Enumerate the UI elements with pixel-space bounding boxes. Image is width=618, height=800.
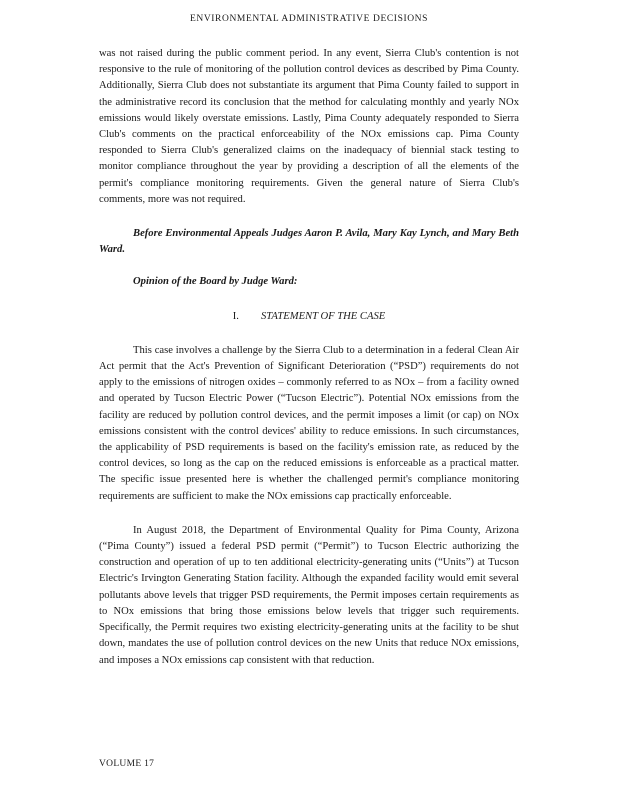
footer-volume: VOLUME 17	[99, 759, 155, 769]
paragraph-permit-background: In August 2018, the Department of Environmental Quality for Pima County, Arizona (“Pima County”) issued a federal PSD permit (“Permit”) to Tucson Electric authorizing the construction and operation of up to ten additional electricity-generating units (“Units”) at Tucson Electric's Irvington Generating Station facility. Although the expanded facility would emit several pollutants above levels that trigger PSD requirements, the Permit imposes certain requirements as to NOx emissions that bring those emissions below levels that trigger such requirements. Specifically, the Permit requires two existing electricity-generating units at the facility to be shut down, mandates the use of pollution control devices on the new Units that reduce NOx emissions, and imposes a NOx emissions cap consistent with that reduction.	[99, 524, 519, 666]
page-body	[99, 46, 519, 669]
section-heading	[99, 309, 519, 325]
section-title: STATEMENT OF THE CASE	[260, 310, 386, 322]
section-number: I.	[232, 310, 239, 322]
running-head: ENVIRONMENTAL ADMINISTRATIVE DECISIONS	[189, 14, 429, 24]
paragraph-case-summary: This case involves a challenge by the Sierra Club to a determination in a federal Clean Air Act permit that the Act's Prevention of Significant Deterioration (“PSD”) requirements do not apply to the emissions of nitrogen oxides – commonly referred to as NOx – from a facility owned and operated by Tucson Electric Power (“Tucson Electric”). Potential NOx emissions from the facility are reduced by pollution control devices, and the permit imposes a limit (or cap) on NOx emissions consistent with the control devices' ability to reduce emissions. In such circumstances, the applicability of PSD requirements is based on the facility's emission rate, as reduced by the control devices, so long as the cap on the reduced emissions is enforceable as a practical matter. The specific issue presented here is whether the challenged permit's compliance monitoring requirements are sufficient to make the NOx emissions cap practically enforceable.	[99, 344, 519, 502]
judges-panel: Before Environmental Appeals Judges Aaron P. Avila, Mary Kay Lynch, and Mary Beth Ward.	[99, 228, 519, 256]
opinion-author: Opinion of the Board by Judge Ward:	[133, 276, 298, 288]
paragraph-continuation: was not raised during the public comment period. In any event, Sierra Club's contention is not responsive to the rule of monitoring of the pollution control devices as described by Pima County. Additionally, Sierra Club does not substantiate its argument that Pima County failed to support in the administrative record its conclusion that the method for calculating monthly and yearly NOx emissions would likely overstate emissions. Lastly, Pima County adequately responded to Sierra Club's comments on the practical enforceability of the NOx emissions cap. Pima County responded to Sierra Club's generalized claims on the inadequacy of biennial stack testing to monitor compliance throughout the year by providing a description of all the elements of the permit's compliance monitoring requirements. Given the general nature of Sierra Club's comments, more was not required.	[99, 48, 519, 205]
